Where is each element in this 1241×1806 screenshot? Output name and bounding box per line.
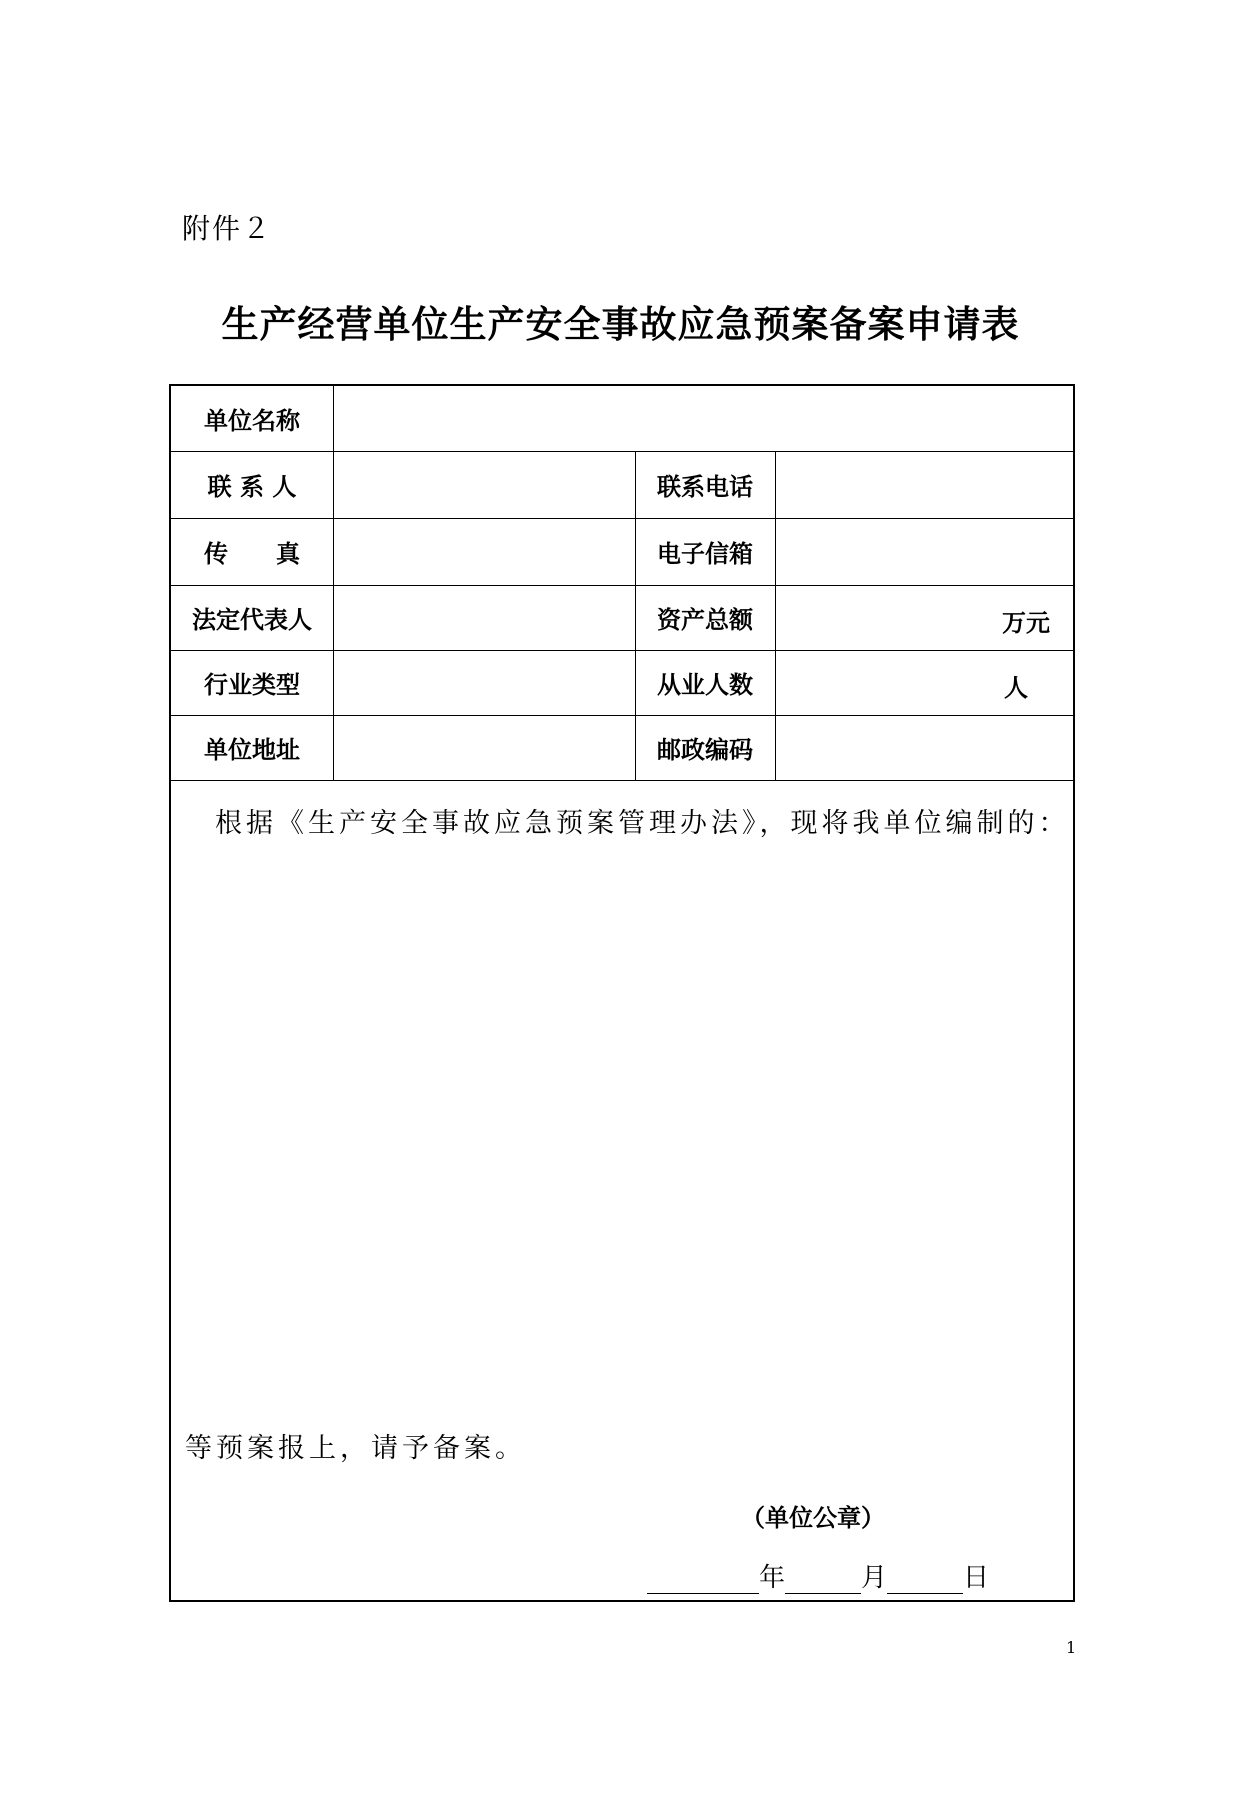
plan-list-area[interactable] [181, 846, 1065, 1806]
year-label: 年 [759, 1563, 786, 1593]
day-label: 日 [963, 1563, 990, 1593]
unit-name-label: 单位名称 [204, 407, 300, 435]
row-divider [171, 780, 1073, 781]
legal-representative-label: 法定代表人 [192, 606, 312, 634]
industry-type-field[interactable] [335, 650, 635, 715]
statement-intro: 根据《生产安全事故应急预案管理办法》，现将我单位编制的： [215, 808, 1070, 839]
unit-address-field[interactable] [335, 715, 635, 780]
column-divider [333, 386, 334, 780]
contact-person-field[interactable] [335, 451, 635, 518]
statement-outro: 等预案报上，请予备案。 [185, 1433, 526, 1464]
unit-name-field[interactable] [335, 386, 1075, 451]
employee-count-label: 从业人数 [657, 671, 753, 699]
unit-seal-label: （单位公章） [741, 1504, 885, 1532]
fax-field[interactable] [335, 518, 635, 585]
column-divider [775, 451, 776, 780]
application-form [169, 384, 1075, 1602]
fax-label: 传 真 [204, 540, 300, 568]
date-row [647, 1557, 989, 1594]
total-assets-label: 资产总额 [657, 606, 753, 634]
email-label: 电子信箱 [657, 540, 753, 568]
month-blank[interactable] [785, 1565, 861, 1594]
form-title: 生产经营单位生产安全事故应急预案备案申请表 [221, 303, 1020, 346]
year-blank[interactable] [647, 1565, 759, 1594]
employee-count-unit: 人 [1004, 674, 1028, 702]
contact-phone-label: 联系电话 [657, 473, 753, 501]
contact-phone-field[interactable] [777, 451, 1075, 518]
contact-person-label: 联 系 人 [207, 473, 297, 501]
industry-type-label: 行业类型 [204, 671, 300, 699]
email-field[interactable] [777, 518, 1075, 585]
employee-count-field[interactable] [777, 650, 1075, 715]
attachment-label: 附件２ [182, 212, 273, 245]
unit-address-label: 单位地址 [204, 736, 300, 764]
day-blank[interactable] [887, 1565, 963, 1594]
total-assets-unit: 万元 [1002, 609, 1050, 637]
postal-code-field[interactable] [777, 715, 1075, 780]
month-label: 月 [861, 1563, 888, 1593]
page-number: 1 [1066, 1638, 1077, 1657]
postal-code-label: 邮政编码 [657, 736, 753, 764]
legal-representative-field[interactable] [335, 585, 635, 650]
